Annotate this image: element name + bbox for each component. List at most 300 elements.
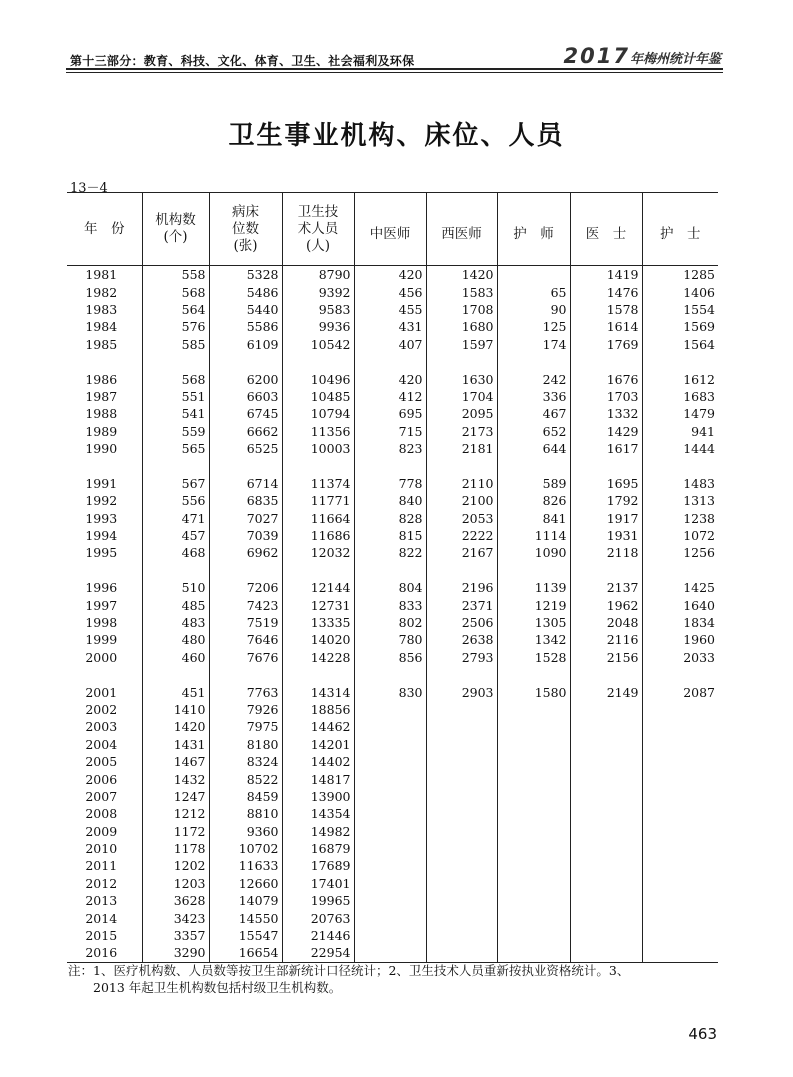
cell-value: 1612	[642, 370, 718, 387]
cell-value	[426, 718, 497, 735]
cell-value: 1419	[570, 266, 642, 284]
cell-value: 12032	[282, 544, 354, 561]
cell-value: 1467	[142, 753, 209, 770]
spacer-cell	[67, 457, 142, 474]
cell-value: 1683	[642, 388, 718, 405]
cell-value: 6745	[209, 405, 282, 422]
cell-value	[497, 788, 570, 805]
spacer-cell	[354, 457, 426, 474]
cell-year: 2010	[85, 841, 118, 857]
cell-value: 7039	[209, 527, 282, 544]
cell-value	[426, 770, 497, 787]
cell-value	[497, 892, 570, 909]
cell-value: 1630	[426, 370, 497, 387]
cell-value	[497, 770, 570, 787]
cell-value: 22954	[282, 944, 354, 962]
cell-value	[497, 736, 570, 753]
cell-value: 7975	[209, 718, 282, 735]
spacer-cell	[209, 457, 282, 474]
cell-value: 2149	[570, 683, 642, 700]
col-header-institutions: 机构数 (个)	[142, 193, 209, 266]
spacer-cell	[570, 353, 642, 370]
cell-value: 3628	[142, 892, 209, 909]
col-header-year: 年 份	[67, 193, 142, 266]
spacer-cell	[570, 666, 642, 683]
spacer-cell	[142, 353, 209, 370]
cell-value: 2793	[426, 649, 497, 666]
cell-value	[354, 857, 426, 874]
cell-value: 1256	[642, 544, 718, 561]
cell-value: 10702	[209, 840, 282, 857]
cell-value: 7763	[209, 683, 282, 700]
cell-value	[570, 788, 642, 805]
cell-value: 420	[354, 266, 426, 284]
spacer-cell	[426, 353, 497, 370]
spacer-cell	[570, 457, 642, 474]
table-row	[67, 492, 718, 509]
cell-value	[642, 840, 718, 857]
cell-value: 1238	[642, 509, 718, 526]
spacer-cell	[426, 457, 497, 474]
cell-year: 1996	[85, 580, 118, 596]
cell-value: 1212	[142, 805, 209, 822]
cell-value: 9392	[282, 283, 354, 300]
cell-value	[570, 753, 642, 770]
cell-value: 1432	[142, 770, 209, 787]
table-row	[67, 892, 718, 909]
cell-value	[497, 857, 570, 874]
table-row	[67, 788, 718, 805]
cell-year: 1981	[85, 267, 118, 283]
col-header-nurse: 护 士	[642, 193, 718, 266]
cell-value: 9936	[282, 318, 354, 335]
cell-value	[570, 770, 642, 787]
cell-value	[426, 892, 497, 909]
cell-value	[642, 944, 718, 962]
cell-value: 125	[497, 318, 570, 335]
cell-value: 336	[497, 388, 570, 405]
cell-value	[642, 875, 718, 892]
spacer-row	[67, 353, 718, 370]
cell-value: 1203	[142, 875, 209, 892]
spacer-cell	[497, 457, 570, 474]
cell-value: 14982	[282, 823, 354, 840]
table-row	[67, 753, 718, 770]
cell-value: 7646	[209, 631, 282, 648]
cell-year: 2014	[85, 910, 118, 926]
spacer-cell	[142, 666, 209, 683]
cell-value	[570, 736, 642, 753]
footnote	[68, 962, 728, 996]
cell-value	[426, 753, 497, 770]
table-row	[67, 857, 718, 874]
cell-value: 11664	[282, 509, 354, 526]
cell-value: 471	[142, 509, 209, 526]
cell-value: 564	[142, 301, 209, 318]
cell-value	[642, 736, 718, 753]
cell-value: 1676	[570, 370, 642, 387]
cell-value: 1406	[642, 283, 718, 300]
cell-value: 1285	[642, 266, 718, 284]
cell-year: 2012	[85, 875, 118, 891]
cell-value: 1578	[570, 301, 642, 318]
cell-value	[354, 823, 426, 840]
cell-value: 6835	[209, 492, 282, 509]
cell-value	[426, 701, 497, 718]
cell-value	[497, 944, 570, 962]
running-header-section: 第十三部分：教育、科技、文化、体育、卫生、社会福利及环保	[70, 54, 415, 68]
cell-value	[426, 736, 497, 753]
cell-value: 652	[497, 423, 570, 440]
cell-value: 2196	[426, 579, 497, 596]
cell-value: 941	[642, 423, 718, 440]
cell-value: 14354	[282, 805, 354, 822]
cell-value	[426, 909, 497, 926]
cell-value: 2095	[426, 405, 497, 422]
cell-value: 1583	[426, 283, 497, 300]
cell-value: 2156	[570, 649, 642, 666]
cell-value: 14201	[282, 736, 354, 753]
cell-value: 1554	[642, 301, 718, 318]
cell-value	[426, 944, 497, 962]
cell-value: 17401	[282, 875, 354, 892]
cell-value	[570, 944, 642, 962]
cell-value: 5486	[209, 283, 282, 300]
cell-value	[354, 701, 426, 718]
cell-value: 90	[497, 301, 570, 318]
cell-value: 16654	[209, 944, 282, 962]
cell-year: 1992	[85, 493, 118, 509]
spacer-cell	[497, 666, 570, 683]
cell-value: 1172	[142, 823, 209, 840]
cell-value	[570, 701, 642, 718]
cell-year: 2015	[85, 928, 118, 944]
cell-value	[354, 736, 426, 753]
cell-value: 480	[142, 631, 209, 648]
cell-value: 568	[142, 370, 209, 387]
spacer-cell	[67, 353, 142, 370]
cell-value: 9360	[209, 823, 282, 840]
cell-value: 559	[142, 423, 209, 440]
cell-value	[497, 840, 570, 857]
page-title: 卫生事业机构、床位、人员	[228, 121, 565, 151]
footnote-line-2: 2013 年起卫生机构数包括村级卫生机构数。	[68, 980, 342, 995]
cell-value	[497, 875, 570, 892]
cell-value: 568	[142, 283, 209, 300]
spacer-cell	[497, 562, 570, 579]
cell-year: 2011	[85, 858, 118, 874]
cell-value: 1528	[497, 649, 570, 666]
cell-value: 9583	[282, 301, 354, 318]
cell-value: 1431	[142, 736, 209, 753]
cell-value: 18856	[282, 701, 354, 718]
cell-value: 1476	[570, 283, 642, 300]
table-row	[67, 683, 718, 700]
spacer-cell	[282, 666, 354, 683]
cell-value	[426, 875, 497, 892]
cell-value: 715	[354, 423, 426, 440]
cell-value	[354, 944, 426, 962]
table-row	[67, 909, 718, 926]
cell-value: 804	[354, 579, 426, 596]
cell-year: 2013	[85, 893, 118, 909]
col-header-staff: 卫生技 术人员 (人)	[282, 193, 354, 266]
page-number: 463	[688, 1025, 717, 1043]
cell-value	[570, 892, 642, 909]
cell-value: 556	[142, 492, 209, 509]
cell-value: 16879	[282, 840, 354, 857]
cell-value: 8180	[209, 736, 282, 753]
cell-value: 1564	[642, 336, 718, 353]
cell-year: 1988	[85, 406, 118, 422]
cell-year: 1989	[85, 423, 118, 439]
cell-value: 1420	[426, 266, 497, 284]
cell-value: 19965	[282, 892, 354, 909]
cell-value: 5440	[209, 301, 282, 318]
table-row	[67, 614, 718, 631]
cell-value: 11771	[282, 492, 354, 509]
cell-value: 1704	[426, 388, 497, 405]
cell-year: 1995	[85, 545, 118, 561]
cell-value: 8790	[282, 266, 354, 284]
cell-value	[354, 753, 426, 770]
cell-value	[642, 909, 718, 926]
cell-value: 5328	[209, 266, 282, 284]
table-row	[67, 579, 718, 596]
cell-value: 815	[354, 527, 426, 544]
cell-value	[426, 788, 497, 805]
cell-value: 589	[497, 475, 570, 492]
cell-year: 2002	[85, 701, 118, 717]
cell-value: 8522	[209, 770, 282, 787]
table-row	[67, 544, 718, 561]
cell-value: 1597	[426, 336, 497, 353]
cell-value: 1769	[570, 336, 642, 353]
cell-value	[642, 718, 718, 735]
cell-value: 12144	[282, 579, 354, 596]
cell-value: 456	[354, 283, 426, 300]
cell-value: 15547	[209, 927, 282, 944]
cell-value: 1444	[642, 440, 718, 457]
cell-value: 451	[142, 683, 209, 700]
cell-value: 2116	[570, 631, 642, 648]
spacer-cell	[354, 353, 426, 370]
cell-value: 1479	[642, 405, 718, 422]
cell-year: 1993	[85, 510, 118, 526]
cell-value	[354, 770, 426, 787]
spacer-row	[67, 666, 718, 683]
table-row	[67, 875, 718, 892]
cell-value	[497, 805, 570, 822]
cell-value	[570, 875, 642, 892]
table-row	[67, 823, 718, 840]
cell-value	[426, 823, 497, 840]
cell-value	[426, 805, 497, 822]
cell-value: 2118	[570, 544, 642, 561]
cell-value: 1960	[642, 631, 718, 648]
cell-value: 1792	[570, 492, 642, 509]
cell-value	[642, 857, 718, 874]
cell-year: 1990	[85, 441, 118, 457]
cell-value: 576	[142, 318, 209, 335]
cell-value: 14228	[282, 649, 354, 666]
cell-value: 2173	[426, 423, 497, 440]
cell-value: 13900	[282, 788, 354, 805]
spacer-cell	[426, 666, 497, 683]
table-row	[67, 266, 718, 284]
cell-value: 856	[354, 649, 426, 666]
spacer-cell	[67, 562, 142, 579]
cell-value: 565	[142, 440, 209, 457]
cell-value	[570, 909, 642, 926]
table-row	[67, 805, 718, 822]
cell-value	[354, 909, 426, 926]
cell-value: 2506	[426, 614, 497, 631]
table-row	[67, 509, 718, 526]
spacer-cell	[282, 457, 354, 474]
cell-value: 467	[497, 405, 570, 422]
cell-value: 1139	[497, 579, 570, 596]
cell-value: 644	[497, 440, 570, 457]
cell-value: 14462	[282, 718, 354, 735]
cell-value: 407	[354, 336, 426, 353]
cell-value: 7519	[209, 614, 282, 631]
spacer-cell	[142, 457, 209, 474]
cell-value	[570, 840, 642, 857]
statistics-table	[67, 192, 718, 963]
cell-value: 2903	[426, 683, 497, 700]
footnote-line-1: 注：1、医疗机构数、人员数等按卫生部新统计口径统计；2、卫生技术人员重新按执业资格统计。3、	[68, 963, 630, 978]
cell-value: 14020	[282, 631, 354, 648]
col-header-tcm: 中医师	[354, 193, 426, 266]
cell-value	[570, 718, 642, 735]
col-header-western: 西医师	[426, 193, 497, 266]
table-row	[67, 770, 718, 787]
table-row	[67, 405, 718, 422]
cell-value	[354, 805, 426, 822]
cell-value	[497, 927, 570, 944]
cell-value: 7027	[209, 509, 282, 526]
spacer-cell	[642, 562, 718, 579]
cell-value: 2167	[426, 544, 497, 561]
cell-value	[426, 857, 497, 874]
cell-value: 12731	[282, 596, 354, 613]
cell-value	[642, 823, 718, 840]
cell-value	[354, 892, 426, 909]
table-row	[67, 631, 718, 648]
cell-value: 8810	[209, 805, 282, 822]
cell-value: 2222	[426, 527, 497, 544]
cell-value	[497, 909, 570, 926]
cell-value: 7206	[209, 579, 282, 596]
cell-year: 1984	[85, 319, 118, 335]
cell-year: 1983	[85, 301, 118, 317]
cell-value: 1090	[497, 544, 570, 561]
cell-value: 1247	[142, 788, 209, 805]
cell-value: 1305	[497, 614, 570, 631]
cell-value: 828	[354, 509, 426, 526]
cell-value: 1342	[497, 631, 570, 648]
table-row	[67, 527, 718, 544]
table-body	[67, 266, 718, 963]
cell-value: 412	[354, 388, 426, 405]
cell-value: 10003	[282, 440, 354, 457]
cell-value: 485	[142, 596, 209, 613]
cell-year: 1985	[85, 336, 118, 352]
cell-year: 2003	[85, 719, 118, 735]
cell-value: 802	[354, 614, 426, 631]
table-row	[67, 927, 718, 944]
table-row	[67, 440, 718, 457]
spacer-cell	[642, 353, 718, 370]
cell-value: 1917	[570, 509, 642, 526]
cell-value	[642, 927, 718, 944]
cell-value: 1708	[426, 301, 497, 318]
cell-value	[570, 805, 642, 822]
cell-value	[642, 805, 718, 822]
cell-year: 1987	[85, 388, 118, 404]
table-row	[67, 283, 718, 300]
spacer-cell	[426, 562, 497, 579]
cell-value: 3290	[142, 944, 209, 962]
cell-value: 17689	[282, 857, 354, 874]
cell-value: 1410	[142, 701, 209, 718]
spacer-cell	[209, 353, 282, 370]
cell-value: 541	[142, 405, 209, 422]
cell-value: 2048	[570, 614, 642, 631]
cell-value: 10794	[282, 405, 354, 422]
table-row	[67, 718, 718, 735]
cell-year: 2016	[67, 944, 142, 962]
cell-year: 1982	[85, 284, 118, 300]
cell-year: 1997	[85, 597, 118, 613]
cell-value: 1617	[570, 440, 642, 457]
cell-value: 2100	[426, 492, 497, 509]
cell-value: 1072	[642, 527, 718, 544]
table-row	[67, 596, 718, 613]
table-row	[67, 840, 718, 857]
cell-value: 1703	[570, 388, 642, 405]
cell-value: 2033	[642, 649, 718, 666]
cell-value: 778	[354, 475, 426, 492]
cell-value: 1202	[142, 857, 209, 874]
cell-value: 14402	[282, 753, 354, 770]
cell-value	[354, 718, 426, 735]
cell-value: 567	[142, 475, 209, 492]
table-row	[67, 736, 718, 753]
cell-value: 1931	[570, 527, 642, 544]
cell-value: 6525	[209, 440, 282, 457]
cell-value: 10542	[282, 336, 354, 353]
cell-value: 174	[497, 336, 570, 353]
cell-value: 558	[142, 266, 209, 284]
table-row	[67, 336, 718, 353]
cell-year: 2007	[85, 788, 118, 804]
cell-value	[642, 892, 718, 909]
cell-year: 2005	[85, 754, 118, 770]
cell-value	[426, 840, 497, 857]
spacer-cell	[209, 666, 282, 683]
cell-value: 1834	[642, 614, 718, 631]
cell-value: 460	[142, 649, 209, 666]
cell-value: 65	[497, 283, 570, 300]
cell-year: 2004	[85, 736, 118, 752]
cell-year: 1998	[85, 615, 118, 630]
cell-year: 2009	[85, 823, 118, 839]
cell-value: 2638	[426, 631, 497, 648]
cell-value: 823	[354, 440, 426, 457]
cell-value: 841	[497, 509, 570, 526]
